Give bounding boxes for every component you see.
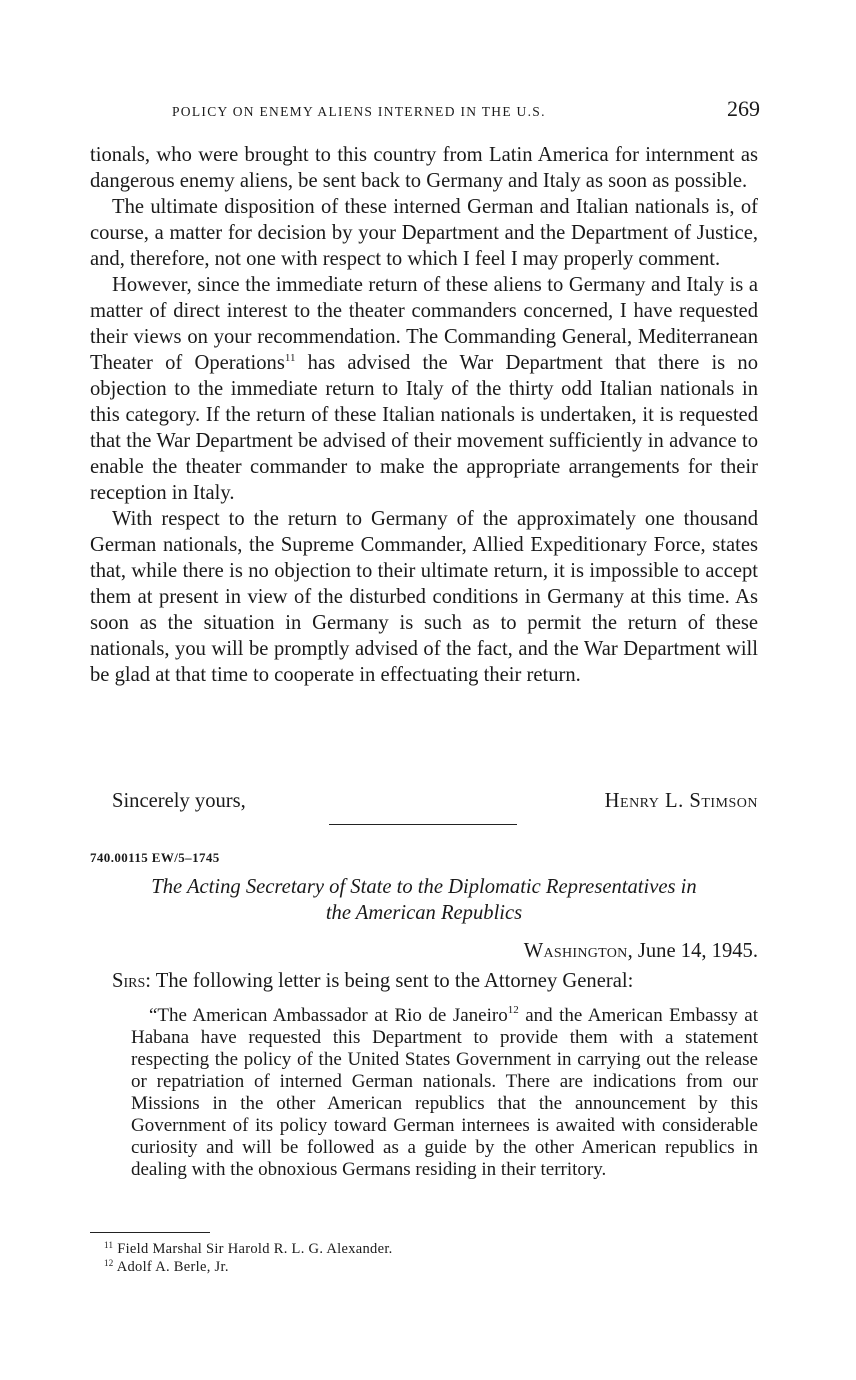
dateline bbox=[524, 940, 758, 963]
footnote-rule bbox=[90, 1232, 210, 1233]
document-title-line-1: The Acting Secretary of State to the Diplomatic Representatives in bbox=[151, 876, 697, 898]
dateline-place: Washington bbox=[523, 940, 628, 962]
running-head bbox=[172, 96, 760, 126]
paragraph-4: With respect to the return to Germany of the approximately one thousand German nationals, the Supreme Commander, Allied Expeditionary Force, states that, while there is no objection to their ultimate return, it is impossible to accept them at present in view of the disturbed conditions in Germany at this time. As soon as the situation in Germany is such as to permit the return of these nationals, you will be promptly advised of the fact, and the War Department will be glad at that time to cooperate in effectuating their return. bbox=[90, 508, 758, 686]
signatory-name: Henry L. Stimson bbox=[604, 790, 758, 812]
paragraph-3-text-b: has advised the War Department that there is no objection to the immediate return to Italy of the thirty odd Italian nationals in this category. If the return of these Italian nationals is undertaken, it is requested that the War Department be advised of their movement sufficiently in advance to enable the theater commander to make the appropriate arrangements for their reception in Italy. bbox=[90, 352, 758, 504]
section-divider bbox=[329, 824, 517, 825]
footnote-text: Adolf A. Berle, Jr. bbox=[116, 1259, 229, 1275]
dateline-date: , June 14, 1945. bbox=[627, 940, 758, 962]
running-title: POLICY ON ENEMY ALIENS INTERNED IN THE U.S. bbox=[172, 104, 546, 119]
salutation-word: Sirs bbox=[112, 970, 146, 992]
footnote-ref-12: 12 bbox=[507, 1004, 519, 1016]
salutation bbox=[112, 970, 758, 993]
document-title-line-2: the American Republics bbox=[325, 902, 523, 924]
footnote-text: Field Marshal Sir Harold R. L. G. Alexander. bbox=[117, 1241, 393, 1257]
quoted-paragraph bbox=[131, 1005, 758, 1181]
closing: Sincerely yours, bbox=[112, 790, 246, 812]
footnote-11 bbox=[104, 1240, 393, 1258]
salutation-text: : The following letter is being sent to the Attorney General: bbox=[145, 970, 634, 992]
letter-body bbox=[90, 142, 758, 688]
quote-text-a: “The American Ambassador at Rio de Janeiro bbox=[149, 1005, 508, 1026]
paragraph-3-text-a: However, since the immediate return of these aliens to Germany and Italy is a matter of direct interest to the theater commanders concerned, I have requested their views on your recommendation. The Commanding General, Mediterranean Theater of Operations bbox=[90, 274, 758, 374]
quote-text-b: and the American Embassy at Habana have requested this Department to provide them with a statement respecting the policy of the United States Government in carrying out the release or repatriation of interned German nationals. There are indications from our Missions in the other American republics that the announcement by this Government of its policy toward German internees is awaited with considerable curiosity and will be followed as a guide by the other American republics in dealing with the obnoxious Germans residing in their territory. bbox=[131, 1005, 758, 1180]
paragraph-1: tionals, who were brought to this country from Latin America for internment as dangerous enemy aliens, be sent back to Germany and Italy as soon as possible. bbox=[90, 144, 758, 192]
signature-line bbox=[90, 790, 758, 816]
paragraph-2: The ultimate disposition of these interned German and Italian nationals is, of course, a matter for decision by your Department and the Department of Justice, and, therefore, not one with respect to which I feel I may properly comment. bbox=[90, 196, 758, 270]
file-number: 740.00115 EW/5–1745 bbox=[90, 850, 220, 865]
paragraph-3 bbox=[90, 272, 758, 506]
page-number: 269 bbox=[727, 96, 760, 121]
footnote-ref-11: 11 bbox=[284, 352, 296, 364]
footnotes bbox=[104, 1240, 393, 1276]
quoted-letter bbox=[131, 1005, 758, 1181]
footnote-mark: 12 bbox=[104, 1258, 114, 1268]
footnote-mark: 11 bbox=[104, 1240, 114, 1250]
document-title bbox=[90, 874, 758, 926]
footnote-12 bbox=[104, 1258, 393, 1276]
